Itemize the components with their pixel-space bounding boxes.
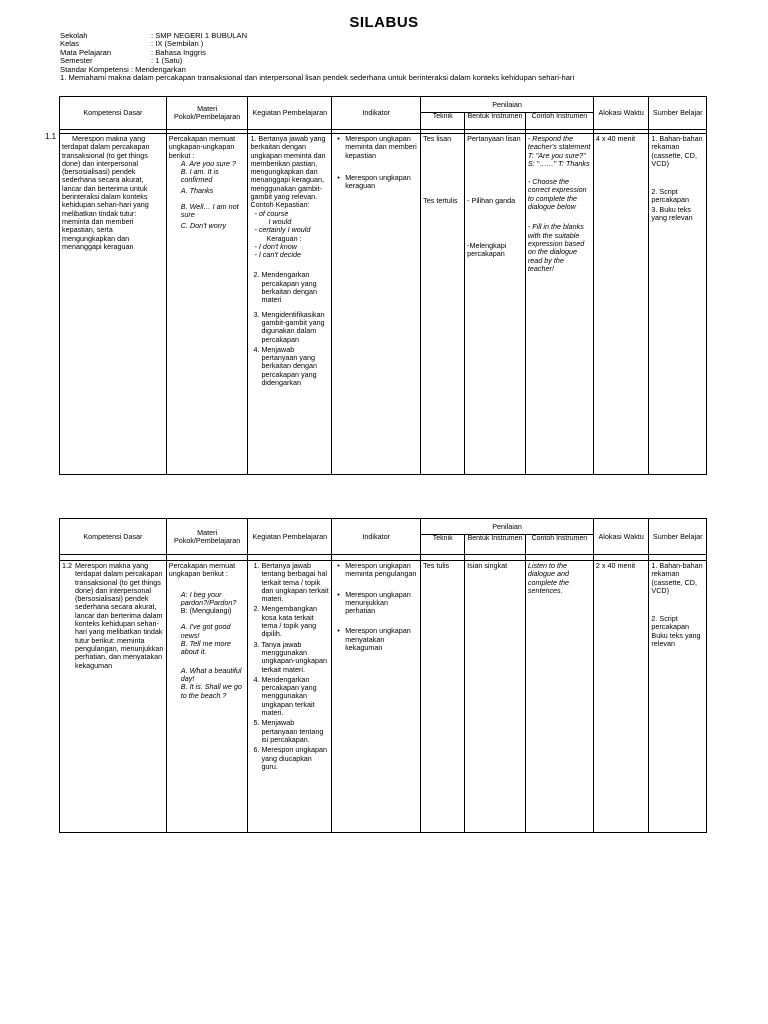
header-penilaian: Penilaian <box>421 97 594 113</box>
syllabus-table-1 <box>59 96 707 475</box>
teknik-item: Tes tertulis <box>423 196 458 206</box>
header-teknik: Teknik <box>421 113 465 130</box>
header-materi: Materi Pokok/Pembelajaran <box>166 519 248 555</box>
header-bentuk: Bentuk Instrumen <box>465 535 526 555</box>
sumber-item: 2. Script percakapan Buku teks yang relevan <box>651 614 701 649</box>
header-sumber: Sumber Belajar <box>649 519 707 555</box>
meta-label: Kelas <box>60 39 79 49</box>
syllabus-meta <box>60 32 574 82</box>
row-number: 1.1 <box>45 132 57 141</box>
kegiatan-step: 6. Merespon ungkapan yang diucapkan guru. <box>261 746 329 771</box>
dialog-line: A. I've got good news! <box>180 622 231 640</box>
sumber-cell <box>649 561 707 833</box>
sumber-item: 1. Bahan-bahan rekaman (cassette, CD, VCD) <box>651 134 703 168</box>
contoh-item: - Respond the teacher's statement T: "Are you sure?" S: "……" T: Thanks <box>527 134 591 168</box>
alokasi-cell <box>593 134 648 475</box>
dialog-line: B. It is. Shall we go to the beach ? <box>180 682 242 700</box>
header-materi: Materi Pokok/Pembelajaran <box>166 97 248 130</box>
dialog-line: A: I beg your pardon?/Pardon? <box>180 589 237 607</box>
kegiatan-step: 3. Mengidentifikasikan gambit-gambit yang digunakan dalam percakapan <box>261 311 329 344</box>
kompetensi-cell <box>60 561 167 833</box>
materi-intro: Percakapan memuat ungkapan berikut : <box>168 561 236 579</box>
meta-row-sekolah <box>60 32 574 40</box>
kompetensi-text: Merespon makna yang terdapat dalam percakapan transaksional (to get things done) dan interpersonal (bersosialisasi) pendek sederhana secara akurat, lancar dan berterima dalam konteks kehidupan sehari-hari yang melibatkan tindak tutur berikut: meminta pengulangan, menunjukkan perhatian, dan menyatakan kekaguman <box>75 561 164 670</box>
indikator-item: • Merespon ungkapan meminta pengulangan <box>345 562 418 579</box>
contoh-item: Listen to the dialogue and complete the sentences. <box>527 561 570 595</box>
meta-label: Sekolah <box>60 31 88 40</box>
dialog-line: A. Thanks <box>180 185 214 195</box>
syllabus-table-2 <box>59 518 707 833</box>
kegiatan-step: 2. Mengembangkan kosa kata terkait tema / topik yang dipilih. <box>261 605 329 638</box>
dialog-line: A. What a beautiful day! <box>180 665 242 683</box>
kegiatan-step: 4. Menjawab pertanyaan yang berkaitan dengan percakapan yang didengarkan <box>261 346 329 387</box>
indikator-cell <box>332 134 421 475</box>
header-kompetensi: Kompetensi Dasar <box>60 519 167 555</box>
meta-row-mapel <box>60 49 574 57</box>
meta-label: Semester <box>60 56 93 66</box>
teknik-cell <box>421 134 465 475</box>
header-bentuk: Bentuk Instrumen <box>465 113 526 130</box>
row-number: 1.2 <box>62 561 72 570</box>
alokasi-cell <box>593 561 648 833</box>
header-teknik: Teknik <box>421 535 465 555</box>
bentuk-item: -Melengkapi percakapan <box>467 240 507 258</box>
kegiatan-example: Keraguan : <box>266 233 302 243</box>
kompetensi-line: 1. Memahami makna dalam percakapan transaksional dan interpersonal lisan pendek sederhana untuk berinteraksi dalam konteks kehidupan sehari-hari <box>60 73 575 83</box>
meta-row-kelas <box>60 40 574 48</box>
sumber-item: 2. Script percakapan <box>651 187 689 205</box>
header-kompetensi: Kompetensi Dasar <box>60 97 167 130</box>
bentuk-item: - Pilihan ganda <box>467 196 516 206</box>
meta-value: : IX (Sembilan ) <box>151 39 204 49</box>
header-indikator: Indikator <box>332 97 421 130</box>
alokasi-value: 4 x 40 menit <box>595 134 636 143</box>
teknik-item: Tes tulis <box>423 561 450 570</box>
meta-value: : Bahasa Inggris <box>151 47 206 57</box>
indikator-item: • Merespon ungkapan meminta dan memberi kepastian <box>345 135 418 160</box>
materi-cell <box>166 134 248 475</box>
dialog-line: B. Tell me more about it. <box>180 639 231 657</box>
teknik-item: Tes lisan <box>423 134 452 143</box>
indikator-item: • Merespon ungkapan menunjukkan perhatian <box>345 591 418 616</box>
dialog-line: B: (Mengulangi) <box>180 606 232 616</box>
kegiatan-cell <box>248 134 332 475</box>
alokasi-value: 2 x 40 menit <box>595 561 636 570</box>
sumber-item: 3. Buku teks yang relevan <box>651 204 693 223</box>
bentuk-item: Pertanyaan lisan <box>467 134 521 143</box>
kegiatan-example: - certainly I would <box>254 225 311 235</box>
kegiatan-step: 1. Bertanya jawab tentang berbagai hal terkait tema / topik dan ungkapan terkait materi. <box>261 562 329 603</box>
dialog-line: A. Are you sure ? <box>180 158 237 168</box>
dialog-line: B. I am. It is confirmed <box>180 167 219 185</box>
dialog-line: B. Well… I am not sure <box>180 202 239 220</box>
meta-value: : 1 (Satu) <box>151 56 183 66</box>
meta-value: : SMP NEGERI 1 BUBULAN <box>151 31 248 40</box>
kegiatan-example: - I can't decide <box>254 250 301 260</box>
materi-cell <box>166 561 248 833</box>
dialog-line: C. Don't worry <box>180 220 227 230</box>
contoh-item: - Fill in the blanks with the suitable expression based on the dialogue read by the teacher! <box>527 222 585 273</box>
indikator-item: • Merespon ungkapan menyatakan kekaguman <box>345 627 418 652</box>
materi-intro: Percakapan memuat ungkapan-ungkapan berikut : <box>168 134 236 160</box>
kegiatan-step: 1. Bertanya jawab yang berkaitan dengan ungkapan meminta dan memberikan pastian, mengungkapkan dan menanggapi keraguan, menggunakan gambit-gambit yang relevan. Contoh Kepastian: <box>250 134 326 210</box>
contoh-cell <box>525 134 593 475</box>
teknik-cell <box>421 561 465 833</box>
bentuk-item: Isian singkat <box>467 561 508 570</box>
indikator-cell <box>332 561 421 833</box>
kompetensi-cell <box>60 134 167 475</box>
bentuk-cell <box>465 134 526 475</box>
kompetensi-text: Merespon makna yang terdapat dalam percakapan transaksional (to get things done) dan interpersonal (bersosialisasi) pendek sederhana secara akurat, lancar dan berterima untuk berinteraksi dalam konteks kehidupan sehari-hari yang melibatkan tindak tutur: meminta dan memberi kepastian, serta mengungkapkan dan menanggapi keraguan <box>62 134 150 251</box>
indikator-item: • Merespon ungkapan keraguan <box>345 174 418 191</box>
kegiatan-cell <box>248 561 332 833</box>
meta-label: Mata Pelajaran <box>60 47 112 57</box>
contoh-item: - Choose the correct expression to complete the dialogue below <box>527 177 587 212</box>
kegiatan-step: 5. Menjawab pertanyaan tentang isi percakapan. <box>261 719 329 744</box>
sumber-cell <box>649 134 707 475</box>
header-kegiatan: Kegiatan Pembelajaran <box>248 97 332 130</box>
header-contoh: Contoh Instrumen <box>525 535 593 555</box>
sumber-item: 1. Bahan-bahan rekaman (cassette, CD, VCD) <box>651 561 703 595</box>
contoh-cell <box>525 561 593 833</box>
kegiatan-example: - I don't know <box>254 241 297 251</box>
standar-kompetensi: Standar Kompetensi : Mendengarkan <box>60 64 186 74</box>
page-title: SILABUS <box>349 14 419 31</box>
header-sumber: Sumber Belajar <box>649 97 707 130</box>
header-alokasi: Alokasi Waktu <box>593 97 648 130</box>
kegiatan-example: I would <box>268 216 292 226</box>
header-alokasi: Alokasi Waktu <box>593 519 648 555</box>
header-kegiatan: Kegiatan Pembelajaran <box>248 519 332 555</box>
header-indikator: Indikator <box>332 519 421 555</box>
kegiatan-step: 3. Tanya jawab menggunakan ungkapan-ungkapan terkait materi. <box>261 641 329 674</box>
kegiatan-step: 2. Mendengarkan percakapan yang berkaitan dengan materi <box>261 271 329 304</box>
kegiatan-step: 4. Mendengarkan percakapan yang menggunakan ungkapan terkait materi. <box>261 676 329 717</box>
bentuk-cell <box>465 561 526 833</box>
header-penilaian: Penilaian <box>421 519 594 535</box>
kegiatan-example: - of course <box>254 208 289 218</box>
header-contoh: Contoh Instrumen <box>525 113 593 130</box>
